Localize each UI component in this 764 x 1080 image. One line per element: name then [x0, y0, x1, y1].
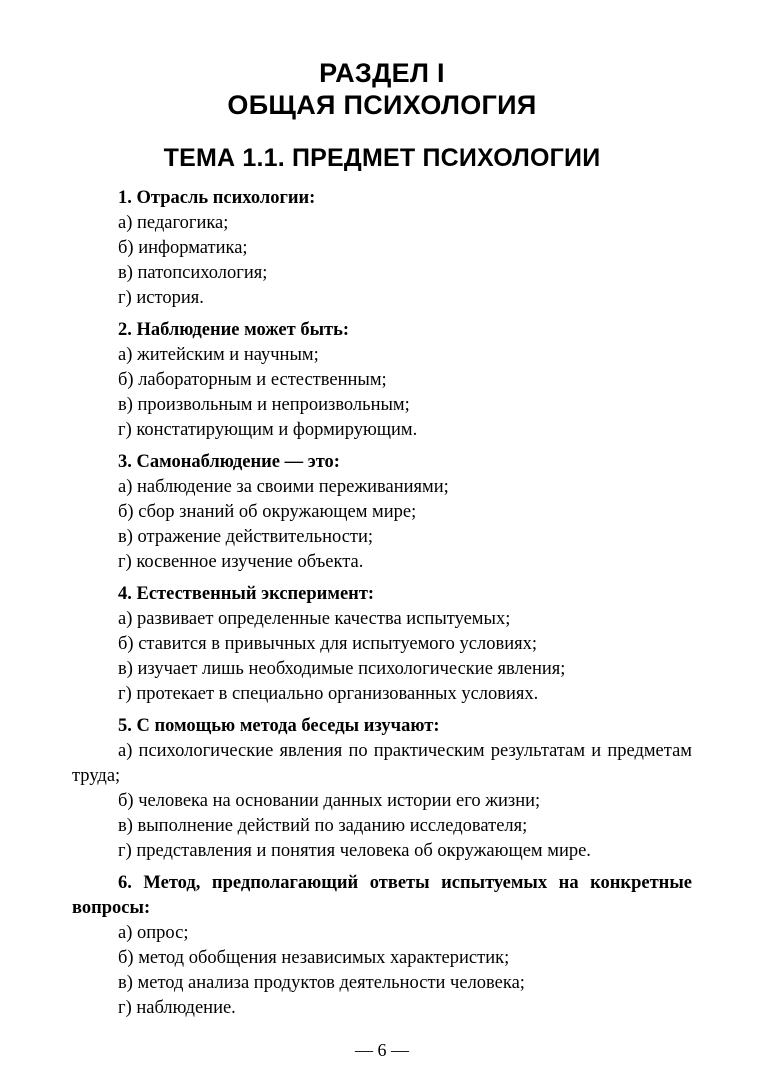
- answer-option: в) изучает лишь необходимые психологические явления;: [118, 659, 566, 679]
- question-4: [72, 582, 692, 707]
- question-list: [72, 186, 692, 1028]
- answer-option: а) опрос;: [118, 923, 189, 943]
- question-title: 4. Естественный эксперимент:: [118, 584, 375, 604]
- question-title: 1. Отрасль психологии:: [118, 188, 316, 208]
- answer-option: г) представления и понятия человека об окружающем мире.: [118, 841, 591, 861]
- section-label: РАЗДЕЛ I: [319, 58, 445, 88]
- answer-option: в) патопсихология;: [118, 263, 268, 283]
- answer-option: а) развивает определенные качества испытуемых;: [118, 609, 511, 629]
- answer-option: б) сбор знаний об окружающем мире;: [118, 502, 417, 522]
- answer-option: а) наблюдение за своими переживаниями;: [118, 477, 449, 497]
- answer-option: в) отражение действительности;: [118, 527, 374, 547]
- question-title: 3. Самонаблюдение — это:: [118, 452, 340, 472]
- answer-option: б) человека на основании данных истории его жизни;: [118, 791, 541, 811]
- question-2: [72, 318, 692, 443]
- answer-option: а) педагогика;: [118, 213, 229, 233]
- question-title: 6. Метод, предполагающий ответы испытуемых на конкретные вопросы:: [72, 873, 692, 918]
- question-6: [72, 871, 692, 1021]
- answer-option: г) косвенное изучение объекта.: [118, 552, 364, 572]
- answer-option: б) ставится в привычных для испытуемого условиях;: [118, 634, 538, 654]
- answer-option: г) протекает в специально организованных условиях.: [118, 684, 539, 704]
- answer-option: в) выполнение действий по заданию исследователя;: [118, 816, 528, 836]
- question-3: [72, 450, 692, 575]
- question-1: [72, 186, 692, 311]
- question-title: 5. С помощью метода беседы изучают:: [118, 716, 440, 736]
- answer-option: б) информатика;: [118, 238, 248, 258]
- answer-option: г) наблюдение.: [118, 998, 236, 1018]
- question-5: [72, 714, 692, 864]
- answer-option: а) житейским и научным;: [118, 345, 319, 365]
- question-title: 2. Наблюдение может быть:: [118, 320, 350, 340]
- answer-option: в) метод анализа продуктов деятельности человека;: [118, 973, 525, 993]
- answer-option: в) произвольным и непроизвольным;: [118, 395, 410, 415]
- answer-option: г) история.: [118, 288, 204, 308]
- section-title: ОБЩАЯ ПСИХОЛОГИЯ: [227, 90, 537, 120]
- answer-option: г) констатирующим и формирующим.: [118, 420, 418, 440]
- page-number: — 6 —: [355, 1040, 409, 1060]
- topic-title: ТЕМА 1.1. ПРЕДМЕТ ПСИХОЛОГИИ: [163, 144, 601, 172]
- answer-option: б) лабораторным и естественным;: [118, 370, 387, 390]
- answer-option: б) метод обобщения независимых характеристик;: [118, 948, 510, 968]
- answer-option: а) психологические явления по практическим результатам и предметам труда;: [72, 741, 692, 786]
